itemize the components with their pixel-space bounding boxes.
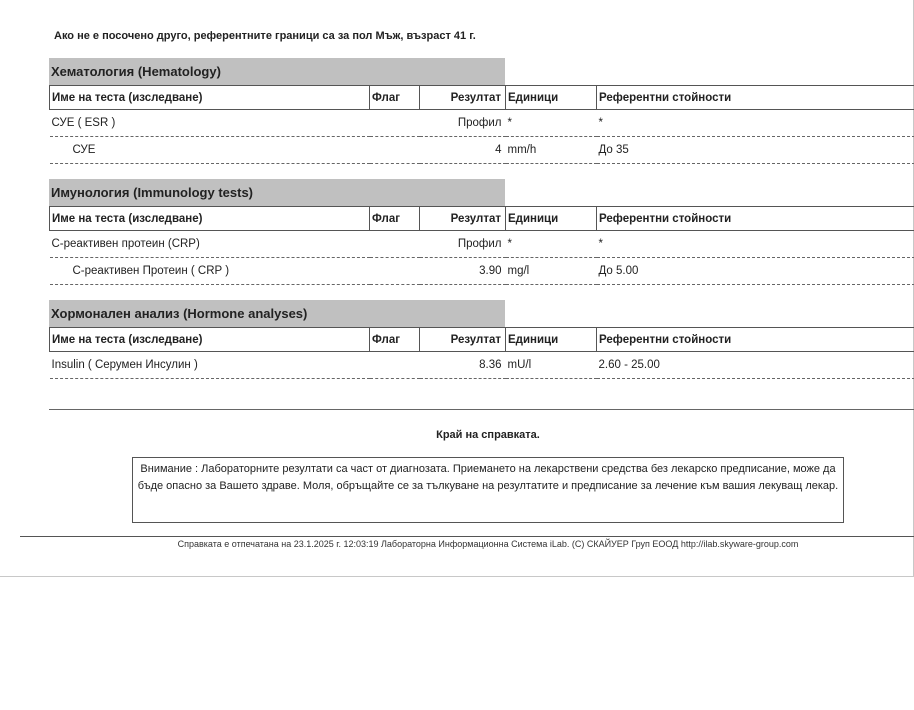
test-flag [370, 231, 420, 258]
test-result: 4 [420, 137, 506, 164]
results-table [49, 85, 914, 164]
results-table [49, 327, 914, 379]
section-hormones [49, 300, 914, 379]
table-row [50, 231, 914, 258]
col-result-header: Резултат [420, 86, 506, 110]
section-title: Хормонален анализ (Hormone analyses) [49, 300, 505, 327]
test-units: mm/h [506, 137, 597, 164]
test-result: Профил [420, 231, 506, 258]
test-flag [370, 137, 420, 164]
col-reference-header: Референтни стойности [597, 328, 914, 352]
test-result: 3.90 [420, 258, 506, 285]
end-of-report: Край на справката. [436, 429, 540, 441]
section-title: Имунология (Immunology tests) [49, 179, 505, 206]
results-table [49, 206, 914, 285]
table-row [50, 110, 914, 137]
table-header [50, 328, 914, 352]
end-divider [49, 409, 914, 410]
test-name: СУЕ ( ESR ) [50, 110, 370, 137]
table-header [50, 86, 914, 110]
test-name: С-реактивен протеин (CRP) [50, 231, 370, 258]
test-flag [370, 258, 420, 285]
col-reference-header: Референтни стойности [597, 207, 914, 231]
section-title: Хематология (Hematology) [49, 58, 505, 85]
test-result: 8.36 [420, 352, 506, 379]
test-result: Профил [420, 110, 506, 137]
test-units: mU/l [506, 352, 597, 379]
col-units-header: Единици [506, 86, 597, 110]
col-name-header: Име на теста (изследване) [50, 207, 370, 231]
test-name: С-реактивен Протеин ( CRP ) [50, 258, 370, 285]
section-immunology [49, 179, 914, 285]
test-reference: 2.60 - 25.00 [597, 352, 914, 379]
reference-note: Ако не е посочено друго, референтните граници са за пол Мъж, възраст 41 г. [54, 30, 476, 42]
test-flag [370, 352, 420, 379]
col-flag-header: Флаг [370, 328, 420, 352]
test-reference: До 5.00 [597, 258, 914, 285]
col-flag-header: Флаг [370, 86, 420, 110]
test-units: * [506, 110, 597, 137]
table-row [50, 258, 914, 285]
col-reference-header: Референтни стойности [597, 86, 914, 110]
test-units: * [506, 231, 597, 258]
col-result-header: Резултат [420, 207, 506, 231]
test-name: Insulin ( Серумен Инсулин ) [50, 352, 370, 379]
col-units-header: Единици [506, 328, 597, 352]
col-units-header: Единици [506, 207, 597, 231]
warning-box: Внимание : Лабораторните резултати са част от диагнозата. Приемането на лекарствени средства без лекарско предписание, може да бъде опасно за Вашето здраве. Моля, обръщайте се за тълкуване на резултатите и предписание за лечение към вашия лекуващ лекар. [132, 457, 844, 523]
test-reference: * [597, 231, 914, 258]
col-result-header: Резултат [420, 328, 506, 352]
test-reference: До 35 [597, 137, 914, 164]
col-name-header: Име на теста (изследване) [50, 86, 370, 110]
table-row [50, 137, 914, 164]
test-name: СУЕ [50, 137, 370, 164]
test-units: mg/l [506, 258, 597, 285]
section-hematology [49, 58, 914, 164]
footer-divider [20, 536, 914, 537]
test-reference: * [597, 110, 914, 137]
table-row [50, 352, 914, 379]
test-flag [370, 110, 420, 137]
print-footer: Справката е отпечатана на 23.1.2025 г. 12:03:19 Лабораторна Информационна Система iLab. (С) СКАЙУЕР Груп ЕООД http://ilab.skyware-group.com [177, 539, 799, 549]
table-header [50, 207, 914, 231]
col-flag-header: Флаг [370, 207, 420, 231]
col-name-header: Име на теста (изследване) [50, 328, 370, 352]
